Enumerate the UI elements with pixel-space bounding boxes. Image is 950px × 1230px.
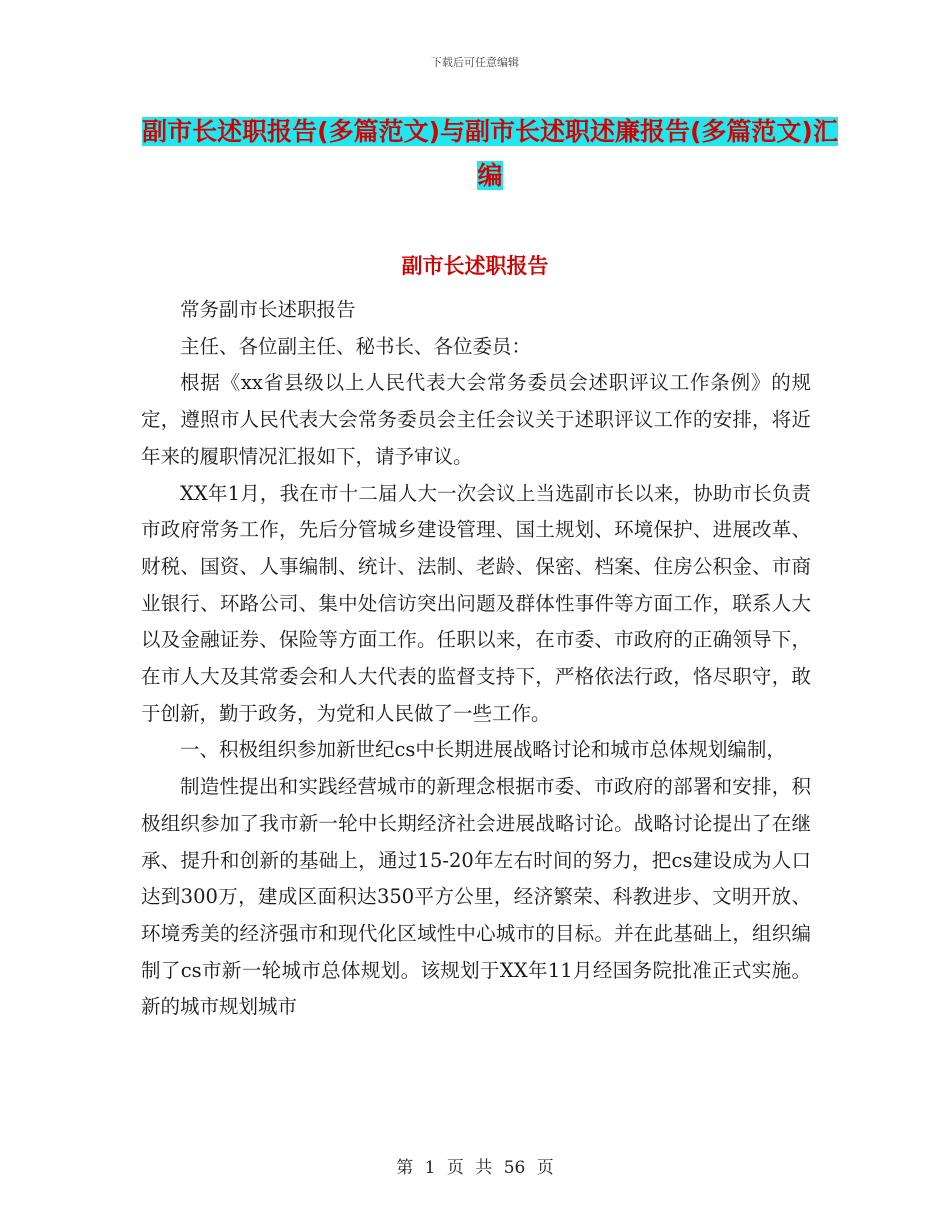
document-title [140, 110, 840, 198]
header-note: 下载后可任意编辑 [431, 56, 519, 69]
document-title-text: 副市长述职报告(多篇范文)与副市长述职述廉报告(多篇范文)汇编 [142, 117, 838, 190]
body-text [141, 292, 811, 1026]
paragraph: 根据《xx省县级以上人民代表大会常务委员会述职评议工作条例》的规定，遵照市人民代表大会常务委员会主任会议关于述职评议工作的安排，将近年来的履职情况汇报如下，请予审议。 [141, 371, 811, 468]
paragraph: XX年1月，我在市十二届人大一次会议上当选副市长以来，协助市长负责市政府常务工作，先后分管城乡建设管理、国土规划、环境保护、进展改革、财税、国资、人事编制、统计、法制、老龄、保密、档案、住房公积金、市商业银行、环路公司、集中处信访突出问题及群体性事件等方面工作，联系人大以及金融证券、保险等方面工作。任职以来，在市委、市政府的正确领导下，在市人大及其常委会和人大代表的监督支持下，严格依法行政，恪尽职守，敢于创新，勤于政务，为党和人民做了一些工作。 [141, 481, 811, 725]
page-number-footer: 第 1 页 共 56 页 [396, 1158, 554, 1178]
section-title: 副市长述职报告 [401, 254, 549, 278]
paragraph: 主任、各位副主任、秘书长、各位委员： [180, 334, 532, 358]
paragraph: 常务副市长述职报告 [180, 298, 356, 321]
paragraph: 制造性提出和实践经营城市的新理念根据市委、市政府的部署和安排，积极组织参加了我市新一轮中长期经济社会进展战略讨论。战略讨论提出了在继承、提升和创新的基础上，通过15-20年左右时间的努力，把cs建设成为人口达到300万，建成区面积达350平方公里，经济繁荣、科教进步、文明开放、环境秀美的经济强市和现代化区域性中心城市的目标。并在此基础上，组织编制了cs市新一轮城市总体规划。该规划于XX年11月经国务院批准正式实施。新的城市规划城市 [141, 775, 811, 1019]
paragraph: 一、积极组织参加新世纪cs中长期进展战略讨论和城市总体规划编制， [180, 738, 786, 762]
